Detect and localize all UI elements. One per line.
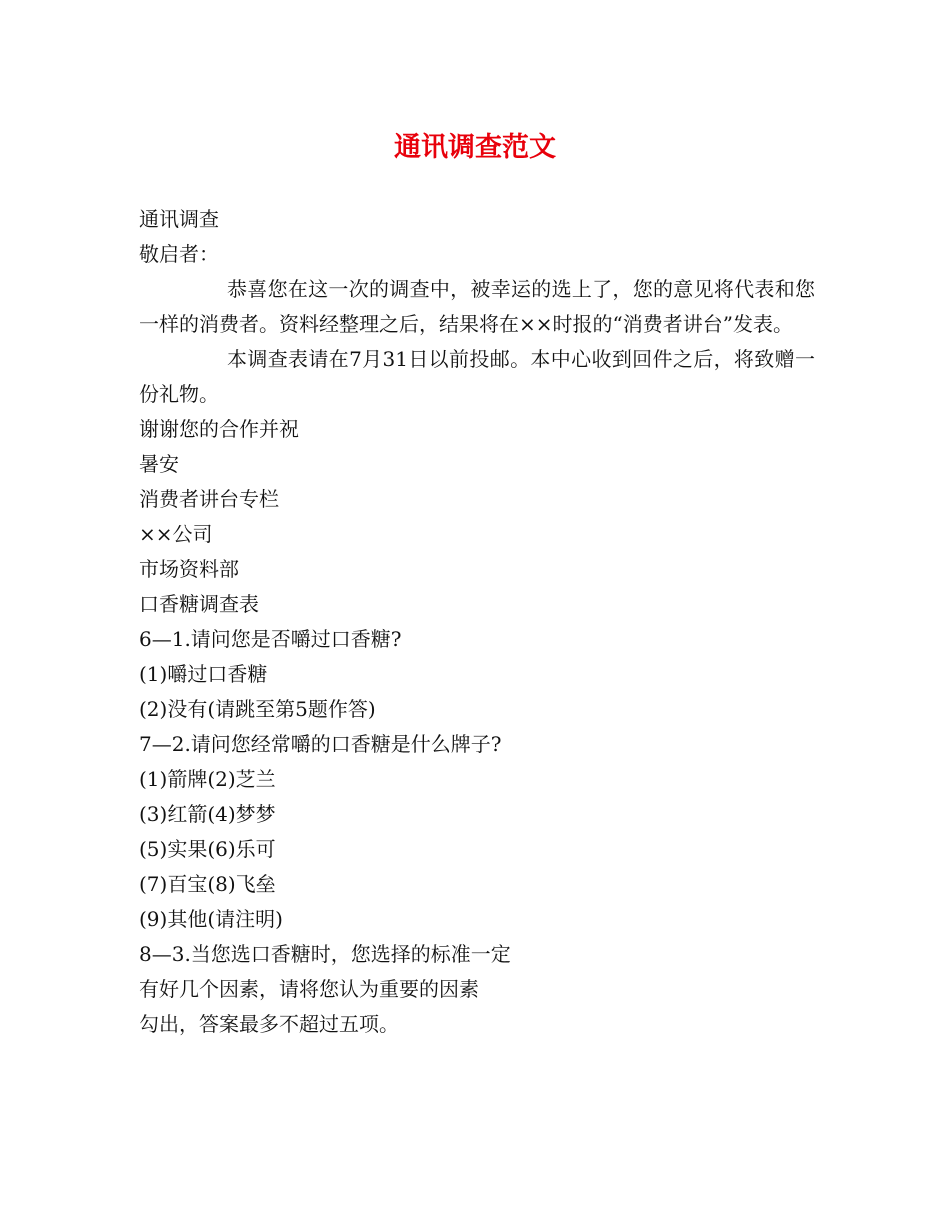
document-body (139, 202, 815, 1042)
question-1: 6—1.请问您是否嚼过口香糖? (139, 627, 402, 651)
question-2-option: (9)其他(请注明) (139, 907, 283, 931)
salutation: 敬启者： (139, 242, 219, 266)
intro-paragraph: 恭喜您在这一次的调查中，被幸运的选上了，您的意见将代表和您一样的消费者。资料经整理之后，结果将在××时报的“消费者讲台”发表。 (139, 277, 815, 336)
question-3-line: 有好几个因素，请将您认为重要的因素 (139, 977, 479, 1001)
question-1-option: (1)嚼过口香糖 (139, 662, 268, 686)
greeting-line: 暑安 (139, 452, 179, 476)
deadline-paragraph: 本调查表请在7月31日以前投邮。本中心收到回件之后，将致赠一份礼物。 (139, 347, 815, 406)
question-2-option: (1)箭牌(2)芝兰 (139, 767, 276, 791)
closing-line: 谢谢您的合作并祝 (139, 417, 299, 441)
question-2-option: (3)红箭(4)梦梦 (139, 802, 276, 826)
question-2: 7—2.请问您经常嚼的口香糖是什么牌子? (139, 732, 502, 756)
heading-line: 通讯调查 (139, 207, 219, 231)
survey-title: 口香糖调查表 (139, 592, 259, 616)
signature-column: 消费者讲台专栏 (139, 487, 279, 511)
question-2-option: (7)百宝(8)飞垒 (139, 872, 276, 896)
question-2-option: (5)实果(6)乐可 (139, 837, 276, 861)
question-1-option: (2)没有(请跳至第5题作答) (139, 697, 376, 721)
document-title: 通讯调查范文 (394, 132, 556, 163)
signature-company: ××公司 (139, 522, 213, 546)
question-3-line: 勾出，答案最多不超过五项。 (139, 1012, 399, 1036)
signature-department: 市场资料部 (139, 557, 239, 581)
question-3-line: 8—3.当您选口香糖时，您选择的标准一定 (139, 942, 511, 966)
